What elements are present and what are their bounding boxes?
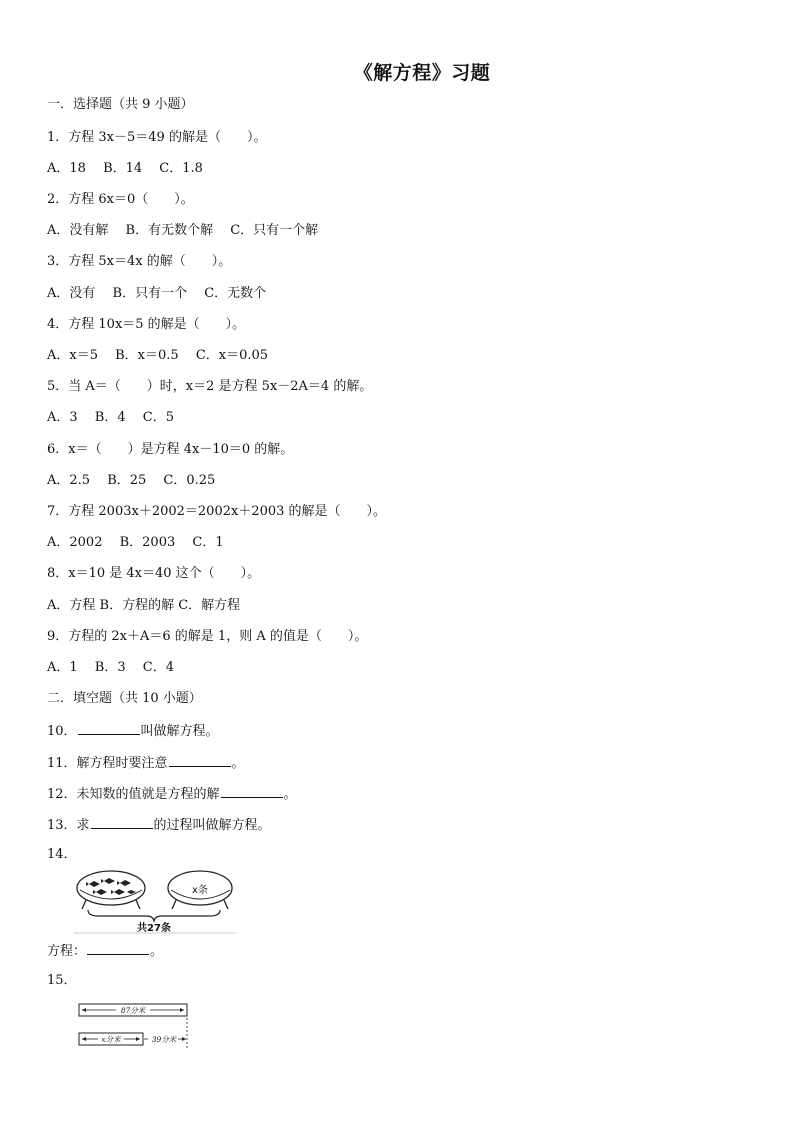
question-11-suffix: 。	[231, 756, 245, 771]
answer-blank[interactable]	[91, 815, 153, 829]
question-10-suffix: 叫做解方程。	[140, 724, 219, 739]
equation-prefix: 方程：	[47, 944, 87, 959]
bottom-bar	[79, 1018, 187, 1050]
question-8-stem: 8．x＝10 是 4x＝40 这个（ ）。	[47, 566, 261, 581]
segment-diagram	[76, 1000, 196, 1052]
answer-blank[interactable]	[169, 753, 231, 767]
question-12	[47, 784, 297, 804]
section-heading-fill: 二．填空题（共 10 小题）	[47, 691, 202, 706]
question-15-label: 15．	[47, 973, 77, 988]
question-9-options: A．1 B．3 C．4	[47, 660, 174, 675]
top-label: 87分米	[120, 1006, 146, 1015]
question-3-options: A．没有 B．只有一个 C．无数个	[47, 286, 267, 301]
page-title: 《解方程》习题	[353, 62, 491, 84]
answer-blank[interactable]	[78, 721, 140, 735]
question-4-options: A．x＝5 B．x＝0.5 C．x＝0.05	[47, 348, 269, 363]
question-10	[47, 721, 219, 741]
equation-suffix: 。	[150, 944, 164, 959]
question-9-stem: 9．方程的 2x＋A＝6 的解是 1，则 A 的值是（ ）。	[47, 629, 368, 644]
section-heading-choice: 一．选择题（共 9 小题）	[47, 97, 194, 112]
question-12-prefix: 12．未知数的值就是方程的解	[47, 787, 220, 802]
question-1-options: A．18 B．14 C．1.8	[47, 161, 203, 176]
question-10-prefix: 10．	[47, 724, 77, 739]
question-7-stem: 7．方程 2003x＋2002＝2002x＋2003 的解是（ ）。	[47, 504, 387, 519]
left-label: x分米	[101, 1035, 121, 1044]
question-13-prefix: 13．求	[47, 818, 90, 833]
question-6-options: A．2.5 B．25 C．0.25	[47, 473, 216, 488]
fish-bowls-figure	[74, 866, 236, 934]
question-13	[47, 815, 271, 835]
answer-blank[interactable]	[221, 784, 283, 798]
total-label: 共27条	[137, 923, 171, 934]
question-5-options: A．3 B．4 C．5	[47, 410, 174, 425]
question-3-stem: 3．方程 5x＝4x 的解（ ）。	[47, 254, 232, 269]
question-5-stem: 5．当 A＝（ ）时，x＝2 是方程 5x－2A＝4 的解。	[47, 379, 373, 394]
top-bar	[79, 1004, 187, 1016]
question-12-suffix: 。	[283, 787, 297, 802]
question-14-label: 14．	[47, 847, 77, 862]
right-fish-bowl	[168, 871, 232, 909]
right-label: 39分米	[151, 1035, 177, 1044]
total-brace	[88, 910, 220, 922]
question-2-stem: 2．方程 6x＝0（ ）。	[47, 192, 194, 207]
question-14-equation	[47, 941, 163, 961]
fish-icons	[86, 878, 136, 895]
question-13-suffix: 的过程叫做解方程。	[153, 818, 271, 833]
question-1-stem: 1．方程 3x－5＝49 的解是（ ）。	[47, 130, 267, 145]
question-11-prefix: 11．解方程时要注意	[47, 756, 168, 771]
question-4-stem: 4．方程 10x＝5 的解是（ ）。	[47, 317, 246, 332]
left-fish-bowl	[77, 871, 145, 909]
question-6-stem: 6．x＝（ ）是方程 4x－10＝0 的解。	[47, 442, 294, 457]
right-bowl-label: x条	[192, 885, 208, 896]
answer-blank[interactable]	[87, 941, 149, 955]
question-11	[47, 753, 245, 773]
question-8-options: A．方程 B．方程的解 C．解方程	[47, 598, 241, 613]
question-7-options: A．2002 B．2003 C．1	[47, 535, 224, 550]
question-2-options: A．没有解 B．有无数个解 C．只有一个解	[47, 223, 319, 238]
